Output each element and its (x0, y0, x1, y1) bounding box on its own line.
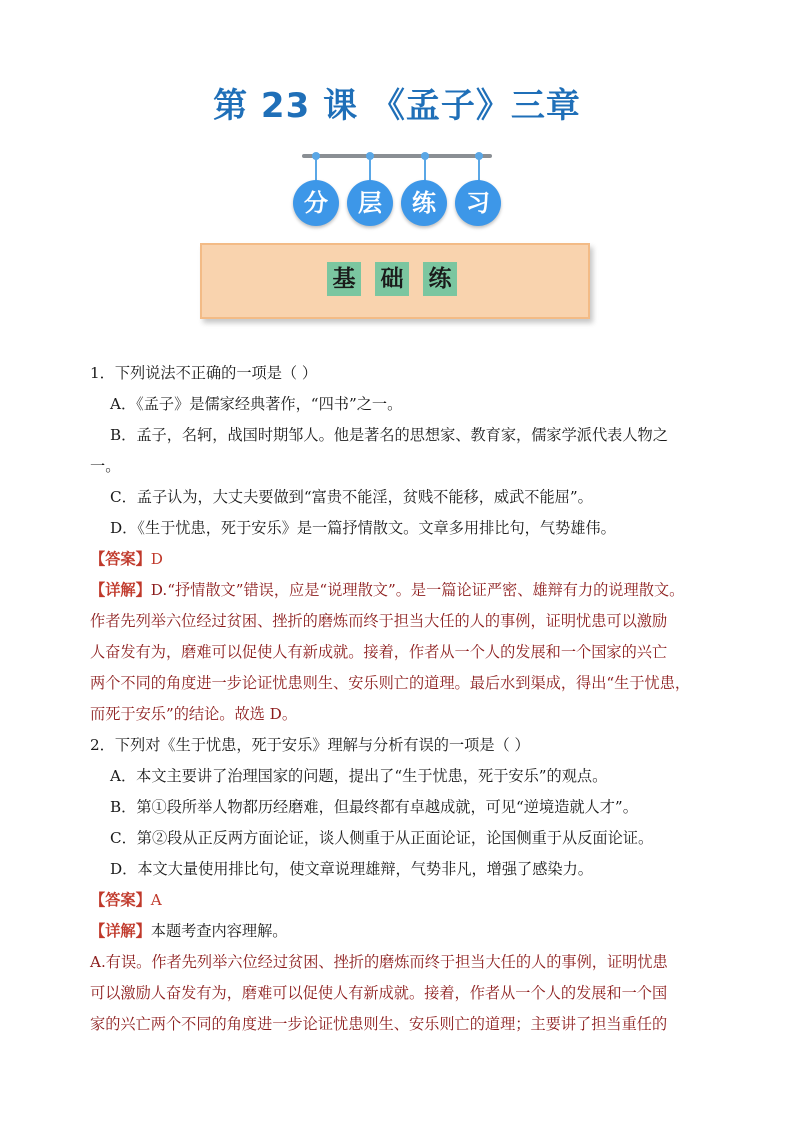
q1-option-c: C．孟子认为，大丈夫要做到“富贵不能淫，贫贱不能移，威武不能屈”。 (110, 488, 593, 506)
answer-value: D (150, 550, 163, 568)
q1-option-a: A．《孟子》是儒家经典著作，“四书”之一。 (110, 395, 403, 413)
badge-fen: 分 (293, 180, 339, 226)
detail-head: 本题考查内容理解。 (150, 922, 288, 940)
detail-tag: 【详解】 (90, 922, 151, 940)
q2-option-a: A．本文主要讲了治理国家的问题，提出了“生于忧患，死于安乐”的观点。 (110, 767, 608, 785)
q2-option-d: D．本文大量使用排比句，使文章说理雄辩，气势非凡，增强了感染力。 (110, 860, 593, 878)
answer-tag: 【答案】 (90, 891, 151, 909)
q2-option-b: B．第①段所举人物都历经磨难，但最终都有卓越成就，可见“逆境造就人才”。 (110, 798, 638, 816)
answer-value: A (150, 891, 162, 909)
hanger-bar (302, 154, 492, 158)
banner-char: 练 (423, 262, 457, 296)
q2-detail-line: 家的兴亡两个不同的角度进一步论证忧患则生、安乐则亡的道理；主要讲了担当重任的 (90, 1015, 668, 1033)
badge-xi: 习 (455, 180, 501, 226)
q1-detail-line: 而死于安乐”的结论。故选 D。 (90, 705, 298, 723)
badge-ceng: 层 (347, 180, 393, 226)
q1-answer (90, 549, 163, 569)
q2-detail-line: A.有误。作者先列举六位经过贫困、挫折的磨炼而终于担当大任的人的事例，证明忧患 (90, 953, 668, 971)
hook (369, 155, 371, 181)
q1-option-d: D．《生于忧患，死于安乐》是一篇抒情散文。文章多用排比句，气势雄伟。 (110, 519, 616, 537)
q1-detail (90, 580, 684, 600)
q1-option-b: B．孟子，名轲，战国时期邹人。他是著名的思想家、教育家，儒家学派代表人物之 (110, 426, 668, 444)
badge-lian: 练 (401, 180, 447, 226)
q2-option-c: C．第②段从正反两方面论证，谈人侧重于从正面论证，论国侧重于从反面论证。 (110, 829, 654, 847)
detail-text: D.“抒情散文”错误，应是“说理散文”。是一篇论证严密、雄辩有力的说理散文。 (150, 581, 685, 599)
q2-detail (90, 921, 287, 941)
banner-char: 基 (327, 262, 361, 296)
page-title: 第 23 课 《孟子》三章 (213, 86, 581, 126)
question-1-stem: 1．下列说法不正确的一项是（ ） (90, 364, 318, 382)
hook (424, 155, 426, 181)
q2-detail-line: 可以激励人奋发有为，磨难可以促使人有新成就。接着，作者从一个人的发展和一个国 (90, 984, 668, 1002)
answer-tag: 【答案】 (90, 550, 151, 568)
question-2-stem: 2．下列对《生于忧患，死于安乐》理解与分析有误的一项是（ ） (90, 736, 530, 754)
q1-detail-line: 作者先列举六位经过贫困、挫折的磨炼而终于担当大任的人的事例，证明忧患可以激励 (90, 612, 668, 630)
q1-option-b-cont: 一。 (90, 457, 121, 475)
hook (478, 155, 480, 181)
banner-char: 础 (375, 262, 409, 296)
q2-answer (90, 890, 162, 910)
detail-tag: 【详解】 (90, 581, 151, 599)
hook (315, 155, 317, 181)
q1-detail-line: 两个不同的角度进一步论证忧患则生、安乐则亡的道理。最后水到渠成，得出“生于忧患， (90, 674, 691, 692)
q1-detail-line: 人奋发有为，磨难可以促使人有新成就。接着，作者从一个人的发展和一个国家的兴亡 (90, 643, 668, 661)
